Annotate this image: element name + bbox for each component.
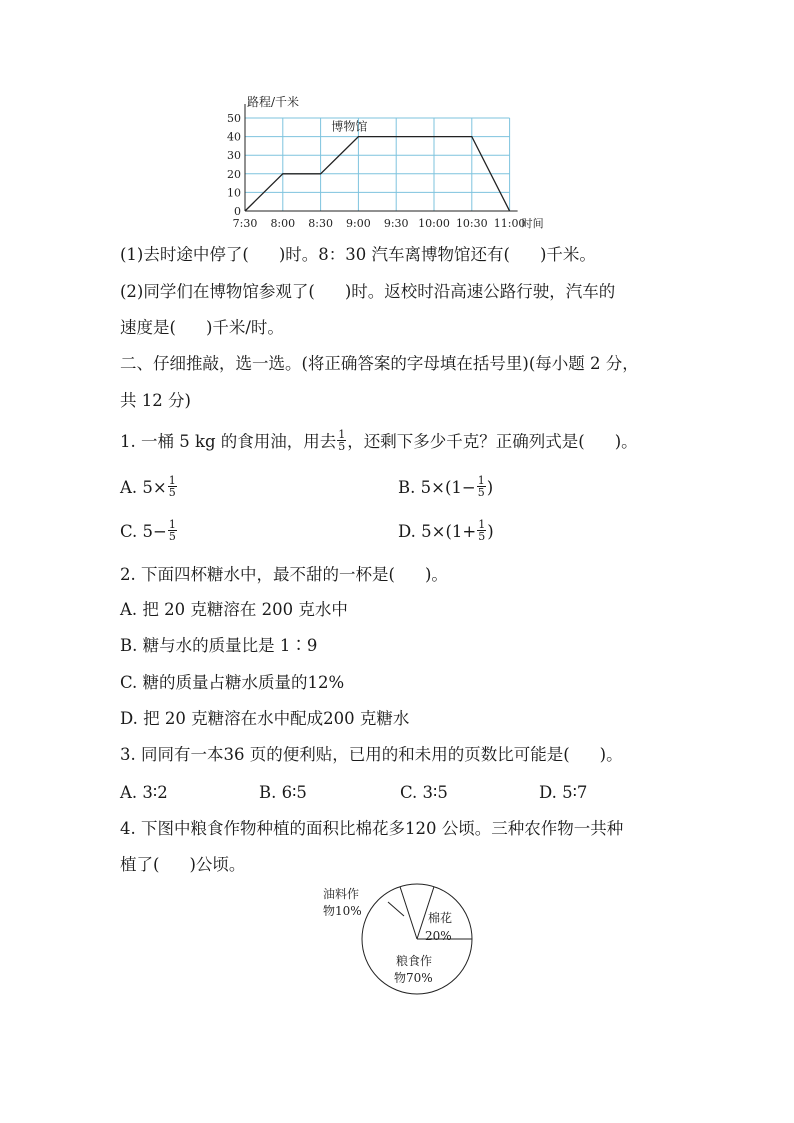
x-axis-label: 时间 bbox=[521, 217, 544, 230]
x-tick-label: 7:30 bbox=[232, 217, 258, 230]
question-1-2-cont: 速度是( )千米/时。 bbox=[120, 318, 284, 337]
section-2-heading-cont: 共 12 分) bbox=[120, 391, 191, 410]
y-tick-label: 30 bbox=[227, 149, 241, 163]
slice-label-oil: 油料作 bbox=[323, 887, 360, 901]
problem-2-option-a[interactable]: A. 把 20 克糖溶在 200 克水中 bbox=[120, 600, 348, 619]
problem-2-option-c[interactable]: C. 糖的质量占糖水质量的12% bbox=[120, 673, 345, 692]
slice-label-cotton: 棉花 bbox=[428, 911, 453, 925]
pie-divider-1 bbox=[400, 887, 417, 939]
problem-4-stem-cont: 植了( )公顷。 bbox=[120, 855, 246, 874]
x-tick-label: 8:30 bbox=[308, 217, 333, 230]
problem-1-option-a[interactable]: A. 5× $\frac{1}{5}$ bbox=[120, 474, 176, 499]
x-tick-label: 9:30 bbox=[383, 217, 409, 230]
problem-3-option-a[interactable]: A. 3∶2 bbox=[120, 783, 168, 802]
question-1-1: (1)去时途中停了( )时。8：30 汽车离博物馆还有( )千米。 bbox=[120, 245, 596, 264]
problem-1-option-d[interactable]: D. 5×(1+ $\frac{1}{5}$ ) bbox=[398, 518, 494, 543]
problem-1-stem: 1. 一桶 5 kg 的食用油，用去 $\frac{1}{5}$ ，还剩下多少千克？正确列式是( )。 bbox=[120, 428, 638, 453]
x-tick-label: 9:00 bbox=[346, 217, 371, 230]
leader-line bbox=[388, 902, 404, 916]
problem-2-option-d[interactable]: D. 把 20 克糖溶在水中配成200 克糖水 bbox=[120, 709, 410, 728]
problem-3-stem: 3. 同同有一本36 页的便利贴，已用的和未用的页数比可能是( )。 bbox=[120, 745, 623, 764]
y-tick-label: 10 bbox=[227, 186, 241, 200]
problem-3-option-d[interactable]: D. 5∶7 bbox=[539, 783, 588, 802]
slice-label-grain-percent: 物70% bbox=[394, 971, 433, 985]
chart-tick-labels bbox=[227, 112, 525, 230]
problem-3-option-c[interactable]: C. 3∶5 bbox=[400, 783, 448, 802]
problem-3-option-b[interactable]: B. 6∶5 bbox=[259, 783, 307, 802]
y-tick-label: 40 bbox=[227, 130, 241, 144]
crop-area-pie-chart bbox=[318, 880, 478, 1000]
x-tick-label: 10:30 bbox=[455, 217, 488, 230]
museum-annotation: 博物馆 bbox=[331, 119, 368, 134]
section-2-heading: 二、仔细推敲，选一选。(将正确答案的字母填在括号里)(每小题 2 分， bbox=[120, 354, 639, 373]
y-tick-label: 0 bbox=[234, 205, 241, 218]
x-tick-label: 8:00 bbox=[270, 217, 296, 230]
problem-2-stem: 2. 下面四杯糖水中，最不甜的一杯是( )。 bbox=[120, 565, 448, 584]
problem-1-option-c[interactable]: C. 5− $\frac{1}{5}$ bbox=[120, 518, 176, 543]
slice-label-oil-percent: 物10% bbox=[323, 904, 362, 918]
problem-2-option-b[interactable]: B. 糖与水的质量比是 1∶9 bbox=[120, 636, 318, 655]
question-1-2: (2)同学们在博物馆参观了( )时。返校时沿高速公路行驶，汽车的 bbox=[120, 282, 616, 301]
slice-label-grain: 粮食作 bbox=[396, 954, 433, 968]
y-tick-label: 20 bbox=[227, 167, 241, 181]
fraction-one-fifth: $\frac{1}{5}$ bbox=[338, 428, 346, 453]
x-tick-label: 10:00 bbox=[418, 217, 450, 230]
problem-1-option-b[interactable]: B. 5×(1− $\frac{1}{5}$ ) bbox=[398, 474, 494, 499]
distance-time-chart bbox=[225, 88, 575, 238]
problem-4-stem: 4. 下图中粮食作物种植的面积比棉花多120 公顷。三种农作物一共种 bbox=[120, 819, 624, 838]
y-axis-label: 路程/千米 bbox=[247, 95, 300, 109]
x-tick-label: 11:00 bbox=[493, 217, 526, 230]
slice-label-cotton-percent: 20% bbox=[425, 929, 452, 943]
y-tick-label: 50 bbox=[227, 112, 241, 125]
chart-axes bbox=[245, 104, 518, 211]
chart-grid bbox=[245, 118, 510, 211]
